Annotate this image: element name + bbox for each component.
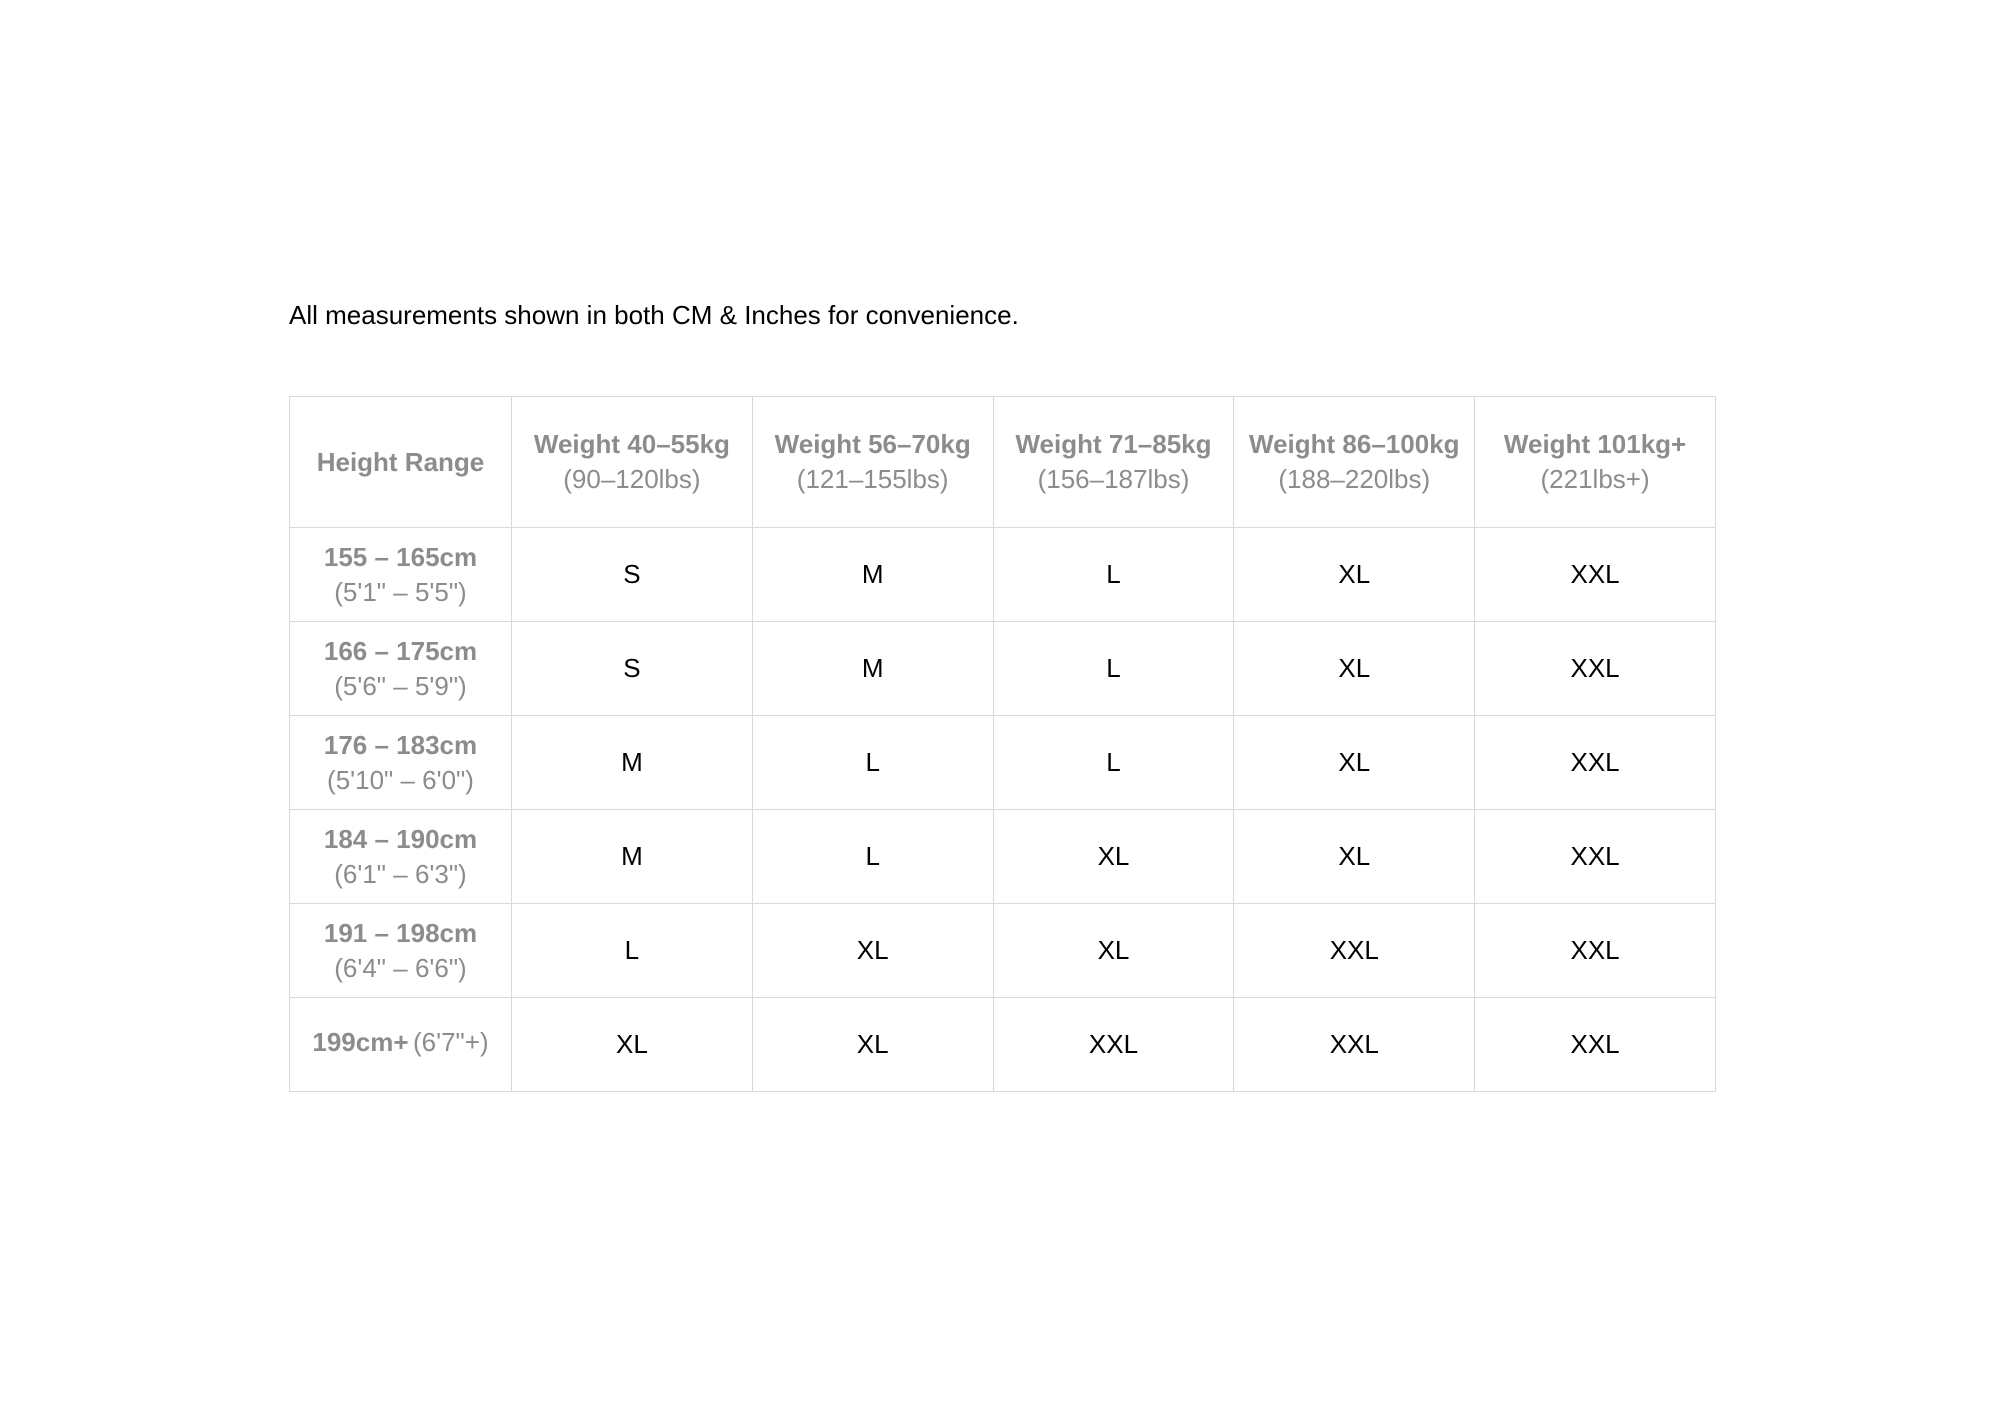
size-cell: XL bbox=[1234, 622, 1475, 716]
size-cell: S bbox=[512, 622, 753, 716]
size-cell: XXL bbox=[1475, 998, 1716, 1092]
weight-column-header bbox=[512, 397, 753, 528]
weight-column-lbs: (90–120lbs) bbox=[563, 464, 701, 494]
size-cell: L bbox=[752, 716, 993, 810]
weight-column-label: Weight 71–85kg bbox=[1015, 429, 1212, 459]
weight-column-label: Weight 86–100kg bbox=[1249, 429, 1460, 459]
height-range-cell bbox=[290, 716, 512, 810]
size-cell: XL bbox=[993, 904, 1234, 998]
size-cell: L bbox=[993, 716, 1234, 810]
size-cell: M bbox=[752, 622, 993, 716]
size-cell: XL bbox=[752, 998, 993, 1092]
height-cm: 199cm+ bbox=[312, 1027, 409, 1057]
table-row bbox=[290, 904, 1716, 998]
size-cell: XXL bbox=[1475, 622, 1716, 716]
height-range-cell bbox=[290, 904, 512, 998]
size-cell: XXL bbox=[1234, 904, 1475, 998]
height-imperial: (5'1" – 5'5") bbox=[334, 576, 467, 607]
table-row bbox=[290, 622, 1716, 716]
size-cell: L bbox=[993, 622, 1234, 716]
height-imperial: (5'10" – 6'0") bbox=[327, 764, 474, 795]
weight-column-label: Weight 56–70kg bbox=[774, 429, 971, 459]
table-row bbox=[290, 528, 1716, 622]
size-cell: XXL bbox=[1475, 904, 1716, 998]
table-body bbox=[290, 528, 1716, 1092]
height-imperial: (5'6" – 5'9") bbox=[334, 670, 467, 701]
height-imperial: (6'4" – 6'6") bbox=[334, 952, 467, 983]
height-cm: 176 – 183cm bbox=[323, 729, 478, 760]
size-cell: M bbox=[512, 810, 753, 904]
height-range-label: Height Range bbox=[316, 446, 485, 477]
weight-column-lbs: (121–155lbs) bbox=[796, 464, 949, 494]
table-row bbox=[290, 998, 1716, 1092]
size-cell: XL bbox=[512, 998, 753, 1092]
size-cell: XXL bbox=[993, 998, 1234, 1092]
size-cell: XL bbox=[1234, 716, 1475, 810]
size-cell: M bbox=[752, 528, 993, 622]
height-range-header bbox=[290, 397, 512, 528]
weight-column-lbs: (221lbs+) bbox=[1540, 464, 1650, 494]
weight-column-lbs: (156–187lbs) bbox=[1037, 464, 1190, 494]
weight-column-header bbox=[1475, 397, 1716, 528]
size-chart-table bbox=[289, 396, 1716, 1092]
size-cell: XL bbox=[1234, 810, 1475, 904]
weight-column-label: Weight 101kg+ bbox=[1503, 429, 1687, 459]
height-cm: 191 – 198cm bbox=[323, 917, 478, 948]
height-range-cell bbox=[290, 998, 512, 1092]
height-range-cell bbox=[290, 622, 512, 716]
weight-column-lbs: (188–220lbs) bbox=[1278, 464, 1431, 494]
size-cell: XXL bbox=[1475, 528, 1716, 622]
size-cell: XL bbox=[993, 810, 1234, 904]
table-row bbox=[290, 810, 1716, 904]
size-cell: XXL bbox=[1234, 998, 1475, 1092]
weight-column-header bbox=[993, 397, 1234, 528]
weight-column-header bbox=[1234, 397, 1475, 528]
size-cell: L bbox=[993, 528, 1234, 622]
height-cm: 155 – 165cm bbox=[323, 541, 478, 572]
table-header bbox=[290, 397, 1716, 528]
height-range-cell bbox=[290, 528, 512, 622]
size-cell: S bbox=[512, 528, 753, 622]
height-cm: 166 – 175cm bbox=[323, 635, 478, 666]
table-row bbox=[290, 716, 1716, 810]
height-imperial: (6'7"+) bbox=[412, 1027, 489, 1057]
size-cell: L bbox=[512, 904, 753, 998]
header-row bbox=[290, 397, 1716, 528]
height-imperial: (6'1" – 6'3") bbox=[334, 858, 467, 889]
height-range-cell bbox=[290, 810, 512, 904]
page-note: All measurements shown in both CM & Inches for convenience. bbox=[289, 300, 1019, 330]
height-cm: 184 – 190cm bbox=[323, 823, 478, 854]
size-cell: XL bbox=[752, 904, 993, 998]
size-cell: L bbox=[752, 810, 993, 904]
size-cell: XL bbox=[1234, 528, 1475, 622]
weight-column-label: Weight 40–55kg bbox=[533, 429, 730, 459]
weight-column-header bbox=[752, 397, 993, 528]
size-cell: XXL bbox=[1475, 810, 1716, 904]
size-cell: XXL bbox=[1475, 716, 1716, 810]
size-cell: M bbox=[512, 716, 753, 810]
